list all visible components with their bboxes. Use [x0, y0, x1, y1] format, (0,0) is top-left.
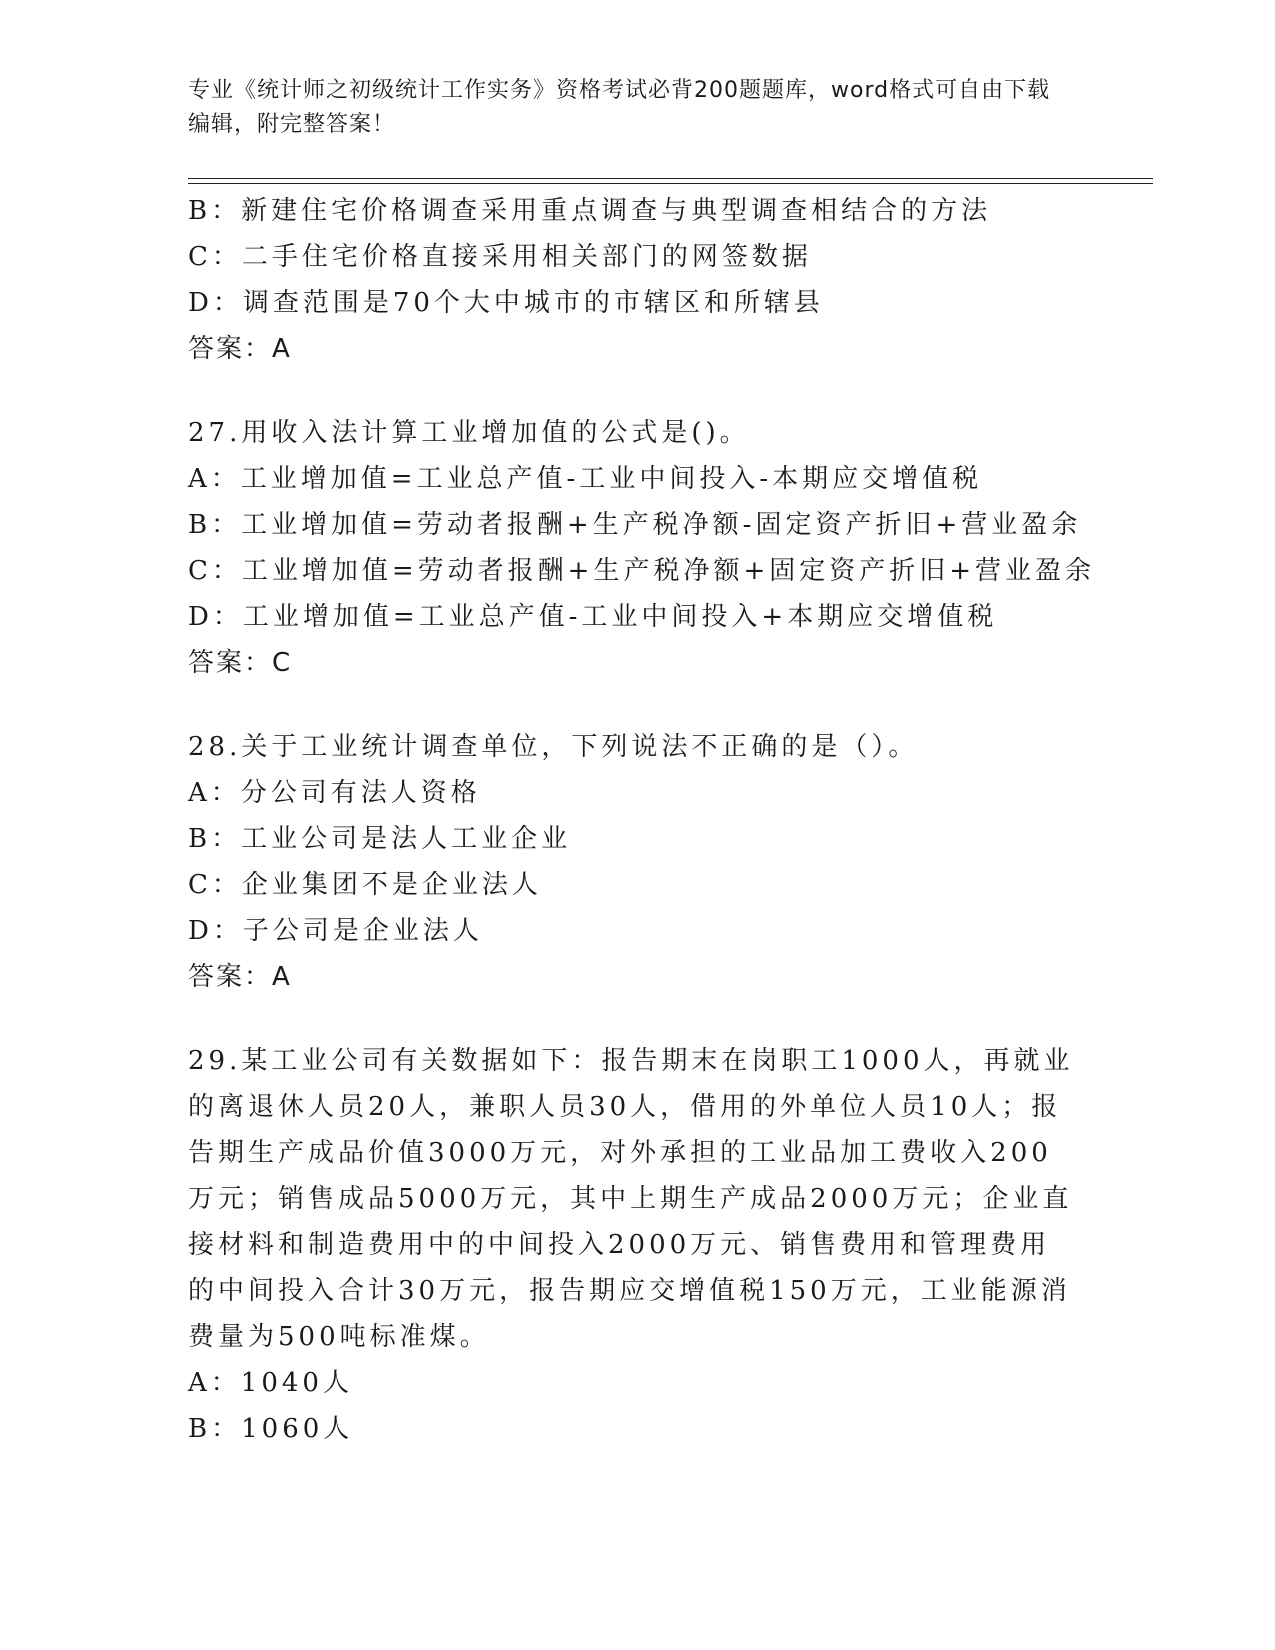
q27-option-d: D：工业增加值=工业总产值-工业中间投入+本期应交增值税: [188, 602, 998, 632]
q28-option-c: C：企业集团不是企业法人: [188, 870, 542, 900]
question-content: [188, 188, 1096, 1452]
page-header: 专业《统计师之初级统计工作实务》资格考试必背200题题库，word格式可自由下载编辑，附完整答案！: [188, 78, 1051, 137]
header-rule-top: [188, 178, 1153, 179]
q29-option-b: B：1060人: [188, 1414, 354, 1444]
q26-option-b: B：新建住宅价格调查采用重点调查与典型调查相结合的方法: [188, 196, 992, 226]
q29-stem: 29.某工业公司有关数据如下：报告期末在岗职工1000人，再就业的离退休人员20人，兼职人员30人，借用的外单位人员10人；报告期生产成品价值3000万元，对外承担的工业品加工费收入200万元；销售成品5000万元，其中上期生产成品2000万元；企业直接材料和制造费用中的中间投入2000万元、销售费用和管理费用的中间投入合计30万元，报告期应交增值税150万元，工业能源消费量为500吨标准煤。: [188, 1046, 1074, 1352]
q28-option-d: D：子公司是企业法人: [188, 916, 483, 946]
q26-answer: 答案：A: [188, 334, 292, 364]
q27-option-a: A：工业增加值=工业总产值-工业中间投入-本期应交增值税: [188, 464, 983, 494]
q27-option-c: C：工业增加值=劳动者报酬+生产税净额+固定资产折旧+营业盈余: [188, 556, 1096, 586]
q27-stem: 27.用收入法计算工业增加值的公式是()。: [188, 418, 750, 448]
q27-answer: 答案：C: [188, 648, 293, 678]
q28-stem: 28.关于工业统计调查单位，下列说法不正确的是（）。: [188, 732, 919, 762]
q27-option-b: B：工业增加值=劳动者报酬+生产税净额-固定资产折旧+营业盈余: [188, 510, 1082, 540]
q28-answer: 答案：A: [188, 962, 292, 992]
q28-option-a: A：分公司有法人资格: [188, 778, 481, 808]
q26-option-d: D：调查范围是70个大中城市的市辖区和所辖县: [188, 288, 824, 318]
q28-option-b: B：工业公司是法人工业企业: [188, 824, 572, 854]
header-rule-bottom: [188, 183, 1153, 184]
q29-option-a: A：1040人: [188, 1368, 353, 1398]
q26-option-c: C：二手住宅价格直接采用相关部门的网签数据: [188, 242, 812, 272]
